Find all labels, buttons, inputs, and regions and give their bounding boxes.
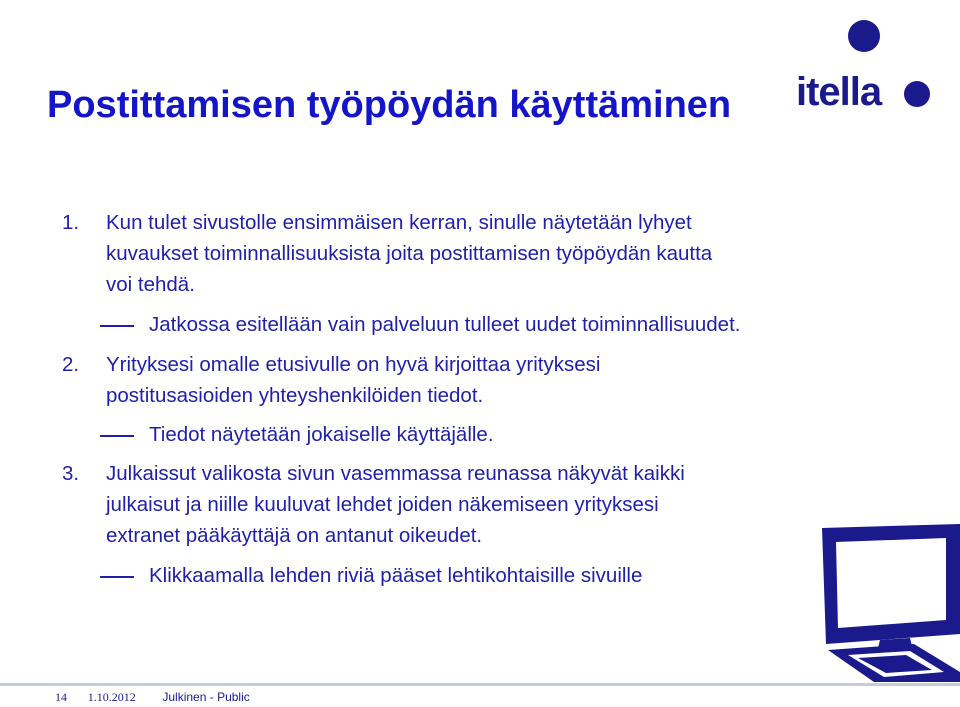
sub-bullet-dash	[100, 325, 134, 327]
item-text-line: Julkaissut valikosta sivun vasemmassa reunassa näkyvät kaikki	[106, 462, 685, 485]
slide-title: Postittamisen työpöydän käyttäminen	[47, 84, 732, 126]
item-text-line: kuvaukset toiminnallisuuksista joita postittamisen työpöydän kautta	[106, 242, 713, 265]
sub-item-text: Jatkossa esitellään vain palveluun tulleet uudet toiminnallisuudet.	[149, 313, 741, 336]
item-number: 1.	[62, 211, 80, 234]
logo-dot-top	[848, 20, 880, 52]
item-text-line: postitusasioiden yhteyshenkilöiden tiedot.	[106, 384, 484, 407]
logo-dot-side	[904, 81, 930, 107]
item-text-line: julkaisut ja niille kuuluvat lehdet joiden näkemiseen yrityksesi	[106, 493, 659, 516]
page-number: 14	[55, 690, 67, 704]
footer-classification: Julkinen - Public	[162, 690, 250, 704]
item-text-line: Yrityksesi omalle etusivulle on hyvä kirjoittaa yrityksesi	[106, 353, 601, 376]
footer-divider	[0, 683, 960, 686]
sub-item-text: Klikkaamalla lehden riviä pääset lehtikohtaisille sivuille	[149, 564, 643, 587]
slide-footer	[55, 690, 250, 705]
item-number: 2.	[62, 353, 80, 376]
footer-date: 1.10.2012	[87, 690, 136, 704]
computer-monitor-icon	[818, 522, 960, 682]
item-text-line: Kun tulet sivustolle ensimmäisen kerran, sinulle näytetään lyhyet	[106, 211, 692, 234]
sub-bullet-dash	[100, 435, 134, 437]
item-text-line: voi tehdä.	[106, 273, 195, 296]
sub-item-text: Tiedot näytetään jokaiselle käyttäjälle.	[149, 423, 494, 446]
itella-logo	[796, 18, 936, 118]
item-text-line: extranet pääkäyttäjä on antanut oikeudet.	[106, 524, 483, 547]
sub-bullet-dash	[100, 576, 134, 578]
item-number: 3.	[62, 462, 80, 485]
logo-text: itella	[796, 70, 882, 114]
